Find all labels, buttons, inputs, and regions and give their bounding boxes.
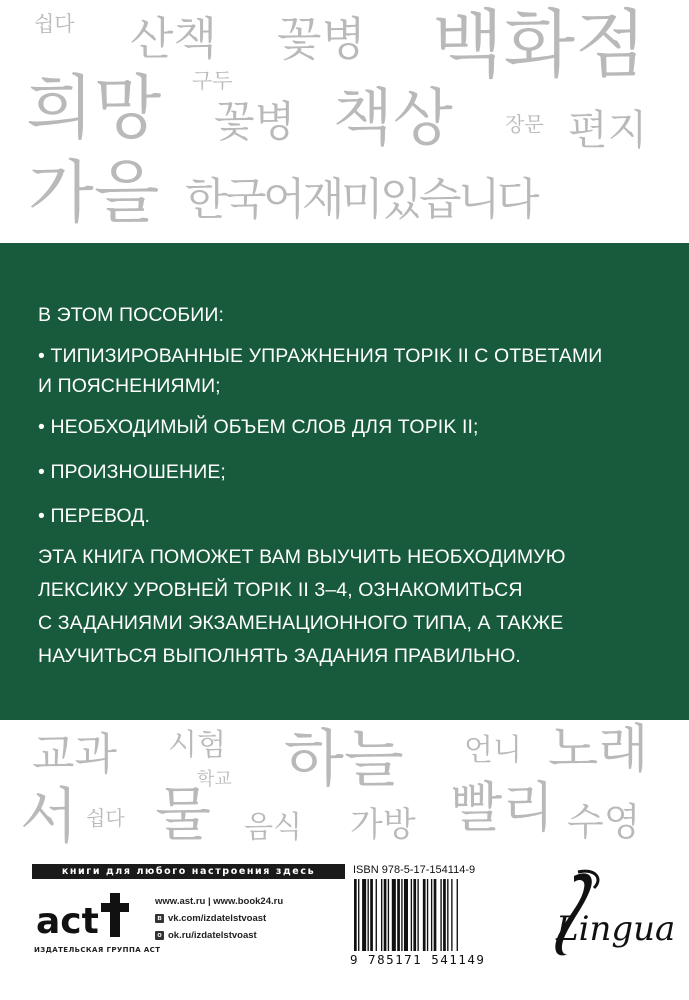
korean-word: 학교 — [197, 769, 232, 790]
korean-word: 음식 — [244, 810, 302, 845]
bullet-item: • ТИПИЗИРОВАННЫЕ УПРАЖНЕНИЯ TOPIK II С ОТВЕТАМИ — [38, 345, 603, 367]
paragraph-line: НАУЧИТЬСЯ ВЫПОЛНЯТЬ ЗАДАНИЯ ПРАВИЛЬНО. — [38, 645, 521, 667]
korean-word: 쉽다 — [86, 806, 125, 830]
korean-word: 책상 — [333, 81, 453, 154]
isbn-number: ISBN 978-5-17-154114-9 — [353, 864, 476, 876]
bullet-item: • ПЕРЕВОД. — [38, 505, 151, 527]
korean-word: 백화점 — [432, 2, 647, 88]
korean-word: 수영 — [567, 800, 641, 844]
bullet-item-continuation: И ПОЯСНЕНИЯМИ; — [38, 375, 221, 397]
ok-icon: о — [155, 931, 164, 940]
vk-link[interactable]: в vk.com/izdatelstvoast — [155, 910, 283, 927]
panel-heading: В ЭТОМ ПОСОБИИ: — [38, 304, 225, 326]
korean-word: 희망 — [26, 67, 162, 149]
publisher-name: ИЗДАТЕЛЬСКАЯ ГРУППА АСТ — [34, 946, 161, 954]
korean-word: 노래 — [548, 720, 649, 780]
description-panel — [0, 243, 689, 720]
ast-logo — [34, 887, 130, 943]
bullet-item: • ПРОИЗНОШЕНИЕ; — [38, 461, 226, 483]
lingua-logo-text: Lingua — [556, 909, 676, 949]
korean-word: 시험 — [168, 728, 226, 763]
website-links[interactable]: www.ast.ru | www.book24.ru — [155, 896, 284, 907]
barcode-digits: 9 785171 541149 — [350, 952, 486, 967]
korean-word: 꽃병 — [277, 12, 366, 66]
publisher-links — [155, 893, 283, 944]
barcode — [352, 879, 512, 951]
korean-word: 하늘 — [284, 722, 404, 795]
korean-word: 빨리 — [450, 776, 555, 839]
lingua-logo — [534, 868, 676, 968]
tagline-banner: книги для любого настроения здесь — [32, 864, 345, 879]
korean-word: 물 — [155, 780, 212, 848]
korean-word: 가을 — [28, 154, 160, 233]
paragraph-line: ЭТА КНИГА ПОМОЖЕТ ВАМ ВЫУЧИТЬ НЕОБХОДИМУЮ — [38, 546, 566, 568]
vk-icon: в — [155, 914, 164, 923]
korean-word: 가방 — [350, 805, 416, 845]
paragraph-line: ЛЕКСИКУ УРОВНЕЙ TOPIK II 3–4, ОЗНАКОМИТЬСЯ — [38, 579, 523, 601]
korean-word: 산책 — [130, 12, 217, 65]
korean-word: 언니 — [464, 733, 522, 768]
bullet-item: • НЕОБХОДИМЫЙ ОБЪЕМ СЛОВ ДЛЯ TOPIK II; — [38, 416, 479, 438]
ok-link[interactable]: о ok.ru/izdatelstvoast — [155, 927, 283, 944]
korean-word: 한국어재미있습니다 — [185, 174, 537, 225]
paragraph-line: С ЗАДАНИЯМИ ЭКЗАМЕНАЦИОННОГО ТИПА, А ТАКЖЕ — [38, 612, 564, 634]
korean-word: 구두 — [192, 69, 233, 93]
korean-word: 서 — [20, 782, 78, 852]
korean-word: 교과 — [32, 729, 118, 780]
ast-logo-text: act — [36, 901, 99, 942]
korean-word: 쉽다 — [34, 12, 75, 36]
korean-word: 꽃병 — [214, 97, 296, 146]
korean-word: 편지 — [568, 106, 648, 154]
korean-word: 장문 — [505, 112, 544, 136]
